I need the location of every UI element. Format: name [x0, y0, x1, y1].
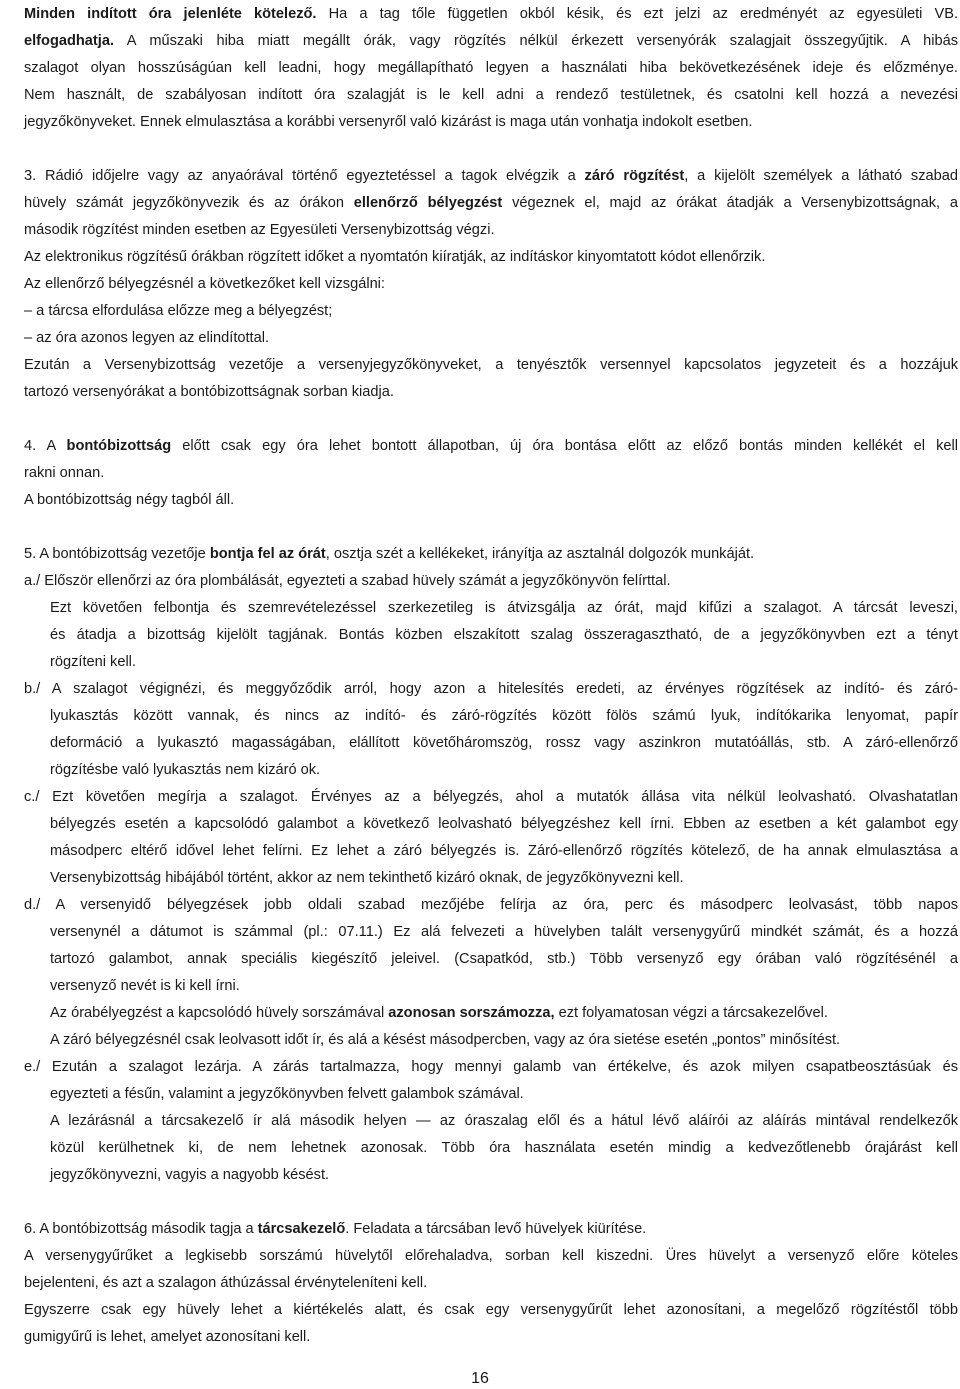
bold-text: ellenőrző bélyegzést: [353, 195, 503, 211]
text-segment: e./ Ezután a szalagot lezárja. A zárás tartalmazza, hogy mennyi galamb van értékelve, és azok milyen csapatbeosztásúak és: [24, 1059, 958, 1075]
text-segment: Az órabélyegzést a kapcsolódó hüvely sorszámával: [50, 1005, 389, 1021]
text-line: [50, 922, 958, 942]
text-line: [24, 274, 385, 294]
text-segment: rakni onnan.: [24, 465, 105, 481]
bold-text: tárcsakezelő: [257, 1221, 346, 1237]
text-segment: második rögzítést minden esetben az Egyesületi Versenybizottság végzi.: [24, 222, 495, 238]
text-line: [24, 895, 958, 915]
text-line: [50, 733, 958, 753]
text-segment: rögzítésbe való lyukasztás nem kizáró ok.: [50, 762, 321, 778]
text-line: [24, 382, 394, 402]
text-line: [24, 112, 752, 132]
text-line: [24, 328, 269, 348]
text-segment: A lezárásnál a tárcsakezelő ír alá második helyen — az óraszalag elől és a hátul lévő aláírói az aláírás mintával rendelkezők: [50, 1113, 958, 1129]
text-segment: rögzíteni kell.: [50, 654, 136, 670]
text-line: [50, 949, 958, 969]
text-segment: – a tárcsa elfordulása előzze meg a bélyegzést;: [24, 303, 333, 319]
text-line: [50, 706, 958, 726]
text-segment: A bontóbizottság négy tagból áll.: [24, 492, 235, 508]
text-segment: végeznek el, majd az órákat átadják a Versenybizottságnak, a: [502, 195, 958, 211]
text-line: [50, 760, 320, 780]
text-line: [50, 1111, 958, 1131]
text-segment: tartozó galambot, annak speciális kiegészítő jeleivel. (Csapatkód, stb.) Több versenyző egy órában való rögzítésénél a: [50, 951, 958, 967]
text-segment: Egyszerre csak egy hüvely lehet a kiértékelés alatt, és csak egy versenygyűrűt lehet azonosítani, a megelőző rögzítéstől több: [24, 1302, 958, 1318]
text-line: [50, 976, 240, 996]
text-segment: 4. A: [24, 438, 67, 454]
text-line: [24, 166, 958, 186]
text-segment: bélyegzés esetén a kapcsolódó galambot a következő leolvasható bélyegzéshez kell írni. Ebben az esetben a két galambot egy: [50, 816, 958, 832]
text-segment: , a kijelölt személyek a látható szabad: [684, 168, 958, 184]
text-segment: versenynél a dátumot is számmal (pl.: 07.11.) Ez alá felvezeti a hüvelyben talált versenygyűrű mindkét számát, és a hozzá: [50, 924, 958, 940]
text-segment: Az ellenőrző bélyegzésnél a következőket kell vizsgálni:: [24, 276, 385, 292]
text-segment: A versenygyűrűket a legkisebb sorszámú hüvelytől előrehaladva, sorban kell kiszedni. Üres hüvelyt a versenyző előre köteles: [24, 1248, 958, 1264]
text-segment: . Feladata a tárcsában levő hüvelyek kiürítése.: [345, 1221, 647, 1237]
text-line: [50, 814, 958, 834]
text-line: [50, 1138, 958, 1158]
bold-text: bontóbizottság: [66, 438, 172, 454]
text-line: [24, 463, 104, 483]
text-segment: ezt folyamatosan végzi a tárcsakezelővel.: [554, 1005, 828, 1021]
text-segment: deformáció a lyukasztó magasságában, elállított követőháromszög, rossz vagy aszinkron mutatóállás, stb. A záró-ellenőrző: [50, 735, 958, 751]
text-segment: A műszaki hiba miatt megállt órák, vagy rögzítés nélkül érkezett versenyórák szalagjait összegyűjtik. A hibás: [114, 33, 958, 49]
text-segment: d./ A versenyidő bélyegzések jobb oldali szabad mezőjébe felírja az óra, perc és másodperc leolvasást, több napos: [24, 897, 958, 913]
text-segment: egyezteti a fésűn, valamint a jegyzőkönyvben felvett galambok számával.: [50, 1086, 524, 1102]
text-segment: 5. A bontóbizottság vezetője: [24, 546, 210, 562]
text-line: [24, 301, 332, 321]
text-segment: Ha a tag tőle független okból késik, és ezt jelzi az eredményét az egyesületi VB.: [316, 6, 958, 22]
text-segment: Versenybizottság hibájából történt, akkor az nem tekinthető kizáró oknak, de jegyzőkönyvezni kell.: [50, 870, 684, 886]
text-segment: közül kerülhetnek ki, de nem lehetnek azonosak. Több óra használata esetén mindig a kedvezőtlenebb órajárást kell: [50, 1140, 958, 1156]
text-segment: b./ A szalagot végignézi, és meggyőződik arról, hogy azon a hitelesítés eredeti, az érvényes rögzítések az indító- és záró-: [24, 681, 958, 697]
text-line: [24, 490, 234, 510]
text-line: [50, 652, 136, 672]
text-segment: jegyzőkönyveket. Ennek elmulasztása a korábbi versenyről való kizárást is maga után vonhatja indokolt esetben.: [24, 114, 753, 130]
text-segment: A záró bélyegzésnél csak leolvasott időt ír, és alá a késést másodpercben, vagy az óra sietése esetén „pontos” minősítést.: [50, 1032, 841, 1048]
text-segment: – az óra azonos legyen az elindítottal.: [24, 330, 270, 346]
text-segment: bejelenteni, és azt a szalagon áthúzással érvényteleníteni kell.: [24, 1275, 428, 1291]
text-line: [50, 1003, 828, 1023]
text-segment: c./ Ezt követően megírja a szalagot. Érvényes az a bélyegzés, ahol a mutatók állása vita nélkül leolvasható. Olvashatatlan: [24, 789, 958, 805]
text-line: [24, 193, 958, 213]
text-line: [24, 31, 958, 51]
text-segment: és átadja a bizottság kijelölt tagjának. Bontás közben elszakított szalag összeragasztható, de a jegyzőkönyvben ezt a tényt: [50, 627, 958, 643]
text-line: [50, 1165, 329, 1185]
text-segment: versenyző nevét is ki kell írni.: [50, 978, 240, 994]
text-segment: jegyzőkönyvezni, vagyis a nagyobb késést.: [50, 1167, 330, 1183]
text-segment: 6. A bontóbizottság második tagja a: [24, 1221, 258, 1237]
bold-text: záró rögzítést: [584, 168, 685, 184]
text-segment: gumigyűrű is lehet, amelyet azonosítani kell.: [24, 1329, 311, 1345]
bold-text: azonosan sorszámozza,: [388, 1005, 555, 1021]
page-number: 16: [471, 1370, 489, 1387]
text-segment: másodperc eltérő idővel lehet felírni. Ez lehet a záró bélyegzés is. Záró-ellenőrző rögzítés kötelező, de ha annak elmulasztása a: [50, 843, 958, 859]
text-line: [24, 1219, 646, 1239]
text-line: [24, 355, 958, 375]
text-segment: , osztja szét a kellékeket, irányítja az asztalnál dolgozók munkáját.: [325, 546, 755, 562]
text-segment: a./ Először ellenőrzi az óra plombálását, egyezteti a szabad hüvely számát a jegyzőkönyvön felírttal.: [24, 573, 671, 589]
text-line: [24, 571, 671, 591]
text-segment: lyukasztás között vannak, és nincs az indító- és záró-rögzítés között fölös számú lyuk, indítókarika lenyomat, papír: [50, 708, 958, 724]
text-segment: hüvely számát jegyzőkönyvezik és az órákon: [24, 195, 354, 211]
text-line: [24, 1300, 958, 1320]
text-segment: Ezt követően felbontja és szemrevételezéssel szerkezetileg is átvizsgálja az órát, majd kifűzi a szalagot. A tárcsát leveszi,: [50, 600, 958, 616]
text-segment: előtt csak egy óra lehet bontott állapotban, új óra bontása előtt az előző bontás minden kellékét el kell: [171, 438, 958, 454]
text-line: [24, 544, 754, 564]
text-line: [50, 1030, 840, 1050]
text-line: [24, 1327, 310, 1347]
text-line: [24, 247, 765, 267]
text-segment: 3. Rádió időjelre vagy az anyaórával történő egyeztetéssel a tagok elvégzik a: [24, 168, 585, 184]
bold-text: bontja fel az órát: [209, 546, 326, 562]
text-line: [24, 85, 958, 105]
text-line: [24, 220, 495, 240]
text-line: [24, 436, 958, 456]
text-line: [50, 841, 958, 861]
text-segment: Nem használt, de szabályosan indított óra szalagját is le kell adni a rendező testületnek, és csatolni kell hozzá a nevezési: [24, 87, 958, 103]
text-segment: tartozó versenyórákat a bontóbizottságnak sorban kiadja.: [24, 384, 394, 400]
text-segment: Az elektronikus rögzítésű órákban rögzített időket a nyomtatón kiíratják, az indításkor kinyomtatott kódot ellenőrzik.: [24, 249, 766, 265]
text-line: [24, 679, 958, 699]
text-line: [50, 625, 958, 645]
bold-text: Minden indított óra jelenléte kötelező.: [24, 6, 317, 22]
text-line: [50, 1084, 524, 1104]
text-line: [24, 1246, 958, 1266]
text-line: [24, 1273, 427, 1293]
text-line: [24, 787, 958, 807]
bold-text: elfogadhatja.: [24, 33, 115, 49]
text-line: [24, 4, 958, 24]
text-line: [50, 598, 958, 618]
text-line: [50, 868, 684, 888]
text-segment: szalagot olyan hosszúságúan kell leadni, hogy megállapítható legyen a használati hiba bekövetkezésének ideje és előzménye.: [24, 60, 958, 76]
text-segment: Ezután a Versenybizottság vezetője a versenyjegyzőkönyveket, a tenyésztők versennyel kapcsolatos jegyzeteit és a hozzájuk: [24, 357, 958, 373]
text-line: [24, 1057, 958, 1077]
text-line: [24, 58, 958, 78]
